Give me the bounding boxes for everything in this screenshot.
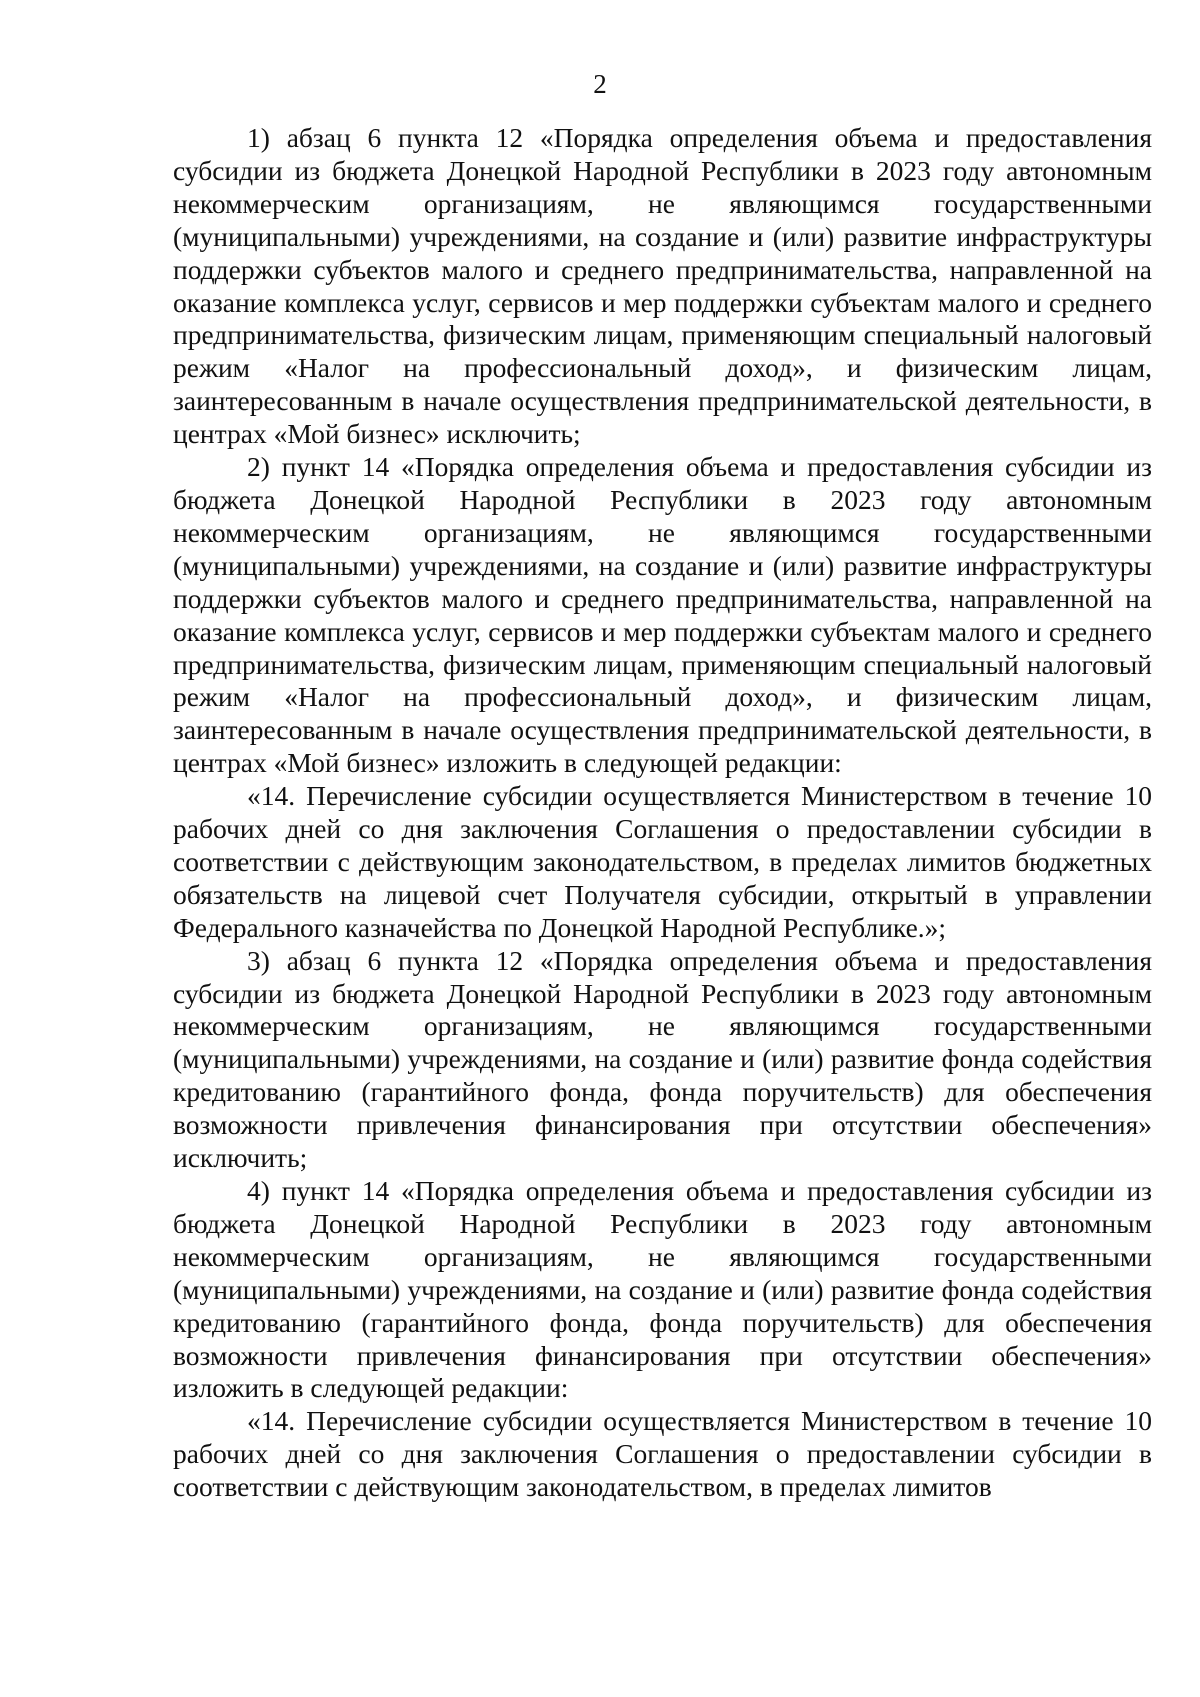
paragraph-item-3: 3) абзац 6 пункта 12 «Порядка определения объема и предоставления субсидии из бюджета Донецкой Народной Республики в 2023 году автономным некоммерческим организациям, не являющимся государственными (муниципальными) учреждениями, на создание и (или) развитие фонда содействия кредитованию (гарантийного фонда, фонда поручительств) для обеспечения возможности привлечения финансирования при отсутствии обеспечения» исключить;	[173, 944, 1152, 1174]
paragraph-new-edition-14: «14. Перечисление субсидии осуществляется Министерством в течение 10 рабочих дней со дня заключения Соглашения о предоставлении субсидии в соответствии с действующим законодательством, в пределах лимитов бюджетных обязательств на лицевой счет Получателя субсидии, открытый в управлении Федерального казначейства по Донецкой Народной Республике.»;	[173, 780, 1152, 943]
paragraph-item-4: 4) пункт 14 «Порядка определения объема и предоставления субсидии из бюджета Донецкой Народной Республики в 2023 году автономным некоммерческим организациям, не являющимся государственными (муниципальными) учреждениями, на создание и (или) развитие фонда содействия кредитованию (гарантийного фонда, фонда поручительств) для обеспечения возможности привлечения финансирования при отсутствии обеспечения» изложить в следующей редакции:	[173, 1175, 1152, 1404]
paragraph-item-1: 1) абзац 6 пункта 12 «Порядка определения объема и предоставления субсидии из бюджета Донецкой Народной Республики в 2023 году автономным некоммерческим организациям, не являющимся государственными (муниципальными) учреждениями, на создание и (или) развитие инфраструктуры поддержки субъектов малого и среднего предпринимательства, направленной на оказание комплекса услуг, сервисов и мер поддержки субъектам малого и среднего предпринимательства, физическим лицам, применяющим специальный налоговый режим «Налог на профессиональный доход», и физическим лицам, заинтересованным в начале осуществления предпринимательской деятельности, в центрах «Мой бизнес» исключить;	[173, 122, 1152, 450]
paragraph-new-edition-14-continued: «14. Перечисление субсидии осуществляется Министерством в течение 10 рабочих дней со дня заключения Соглашения о предоставлении субсидии в соответствии с действующим законодательством, в пределах лимитов	[173, 1405, 1152, 1503]
page-number: 2	[593, 69, 607, 99]
paragraph-item-2: 2) пункт 14 «Порядка определения объема и предоставления субсидии из бюджета Донецкой Народной Республики в 2023 году автономным некоммерческим организациям, не являющимся государственными (муниципальными) учреждениями, на создание и (или) развитие инфраструктуры поддержки субъектов малого и среднего предпринимательства, направленной на оказание комплекса услуг, сервисов и мер поддержки субъектам малого и среднего предпринимательства, физическим лицам, применяющим специальный налоговый режим «Налог на профессиональный доход», и физическим лицам, заинтересованным в начале осуществления предпринимательской деятельности, в центрах «Мой бизнес» изложить в следующей редакции:	[173, 451, 1152, 779]
document-body	[173, 122, 1152, 1504]
